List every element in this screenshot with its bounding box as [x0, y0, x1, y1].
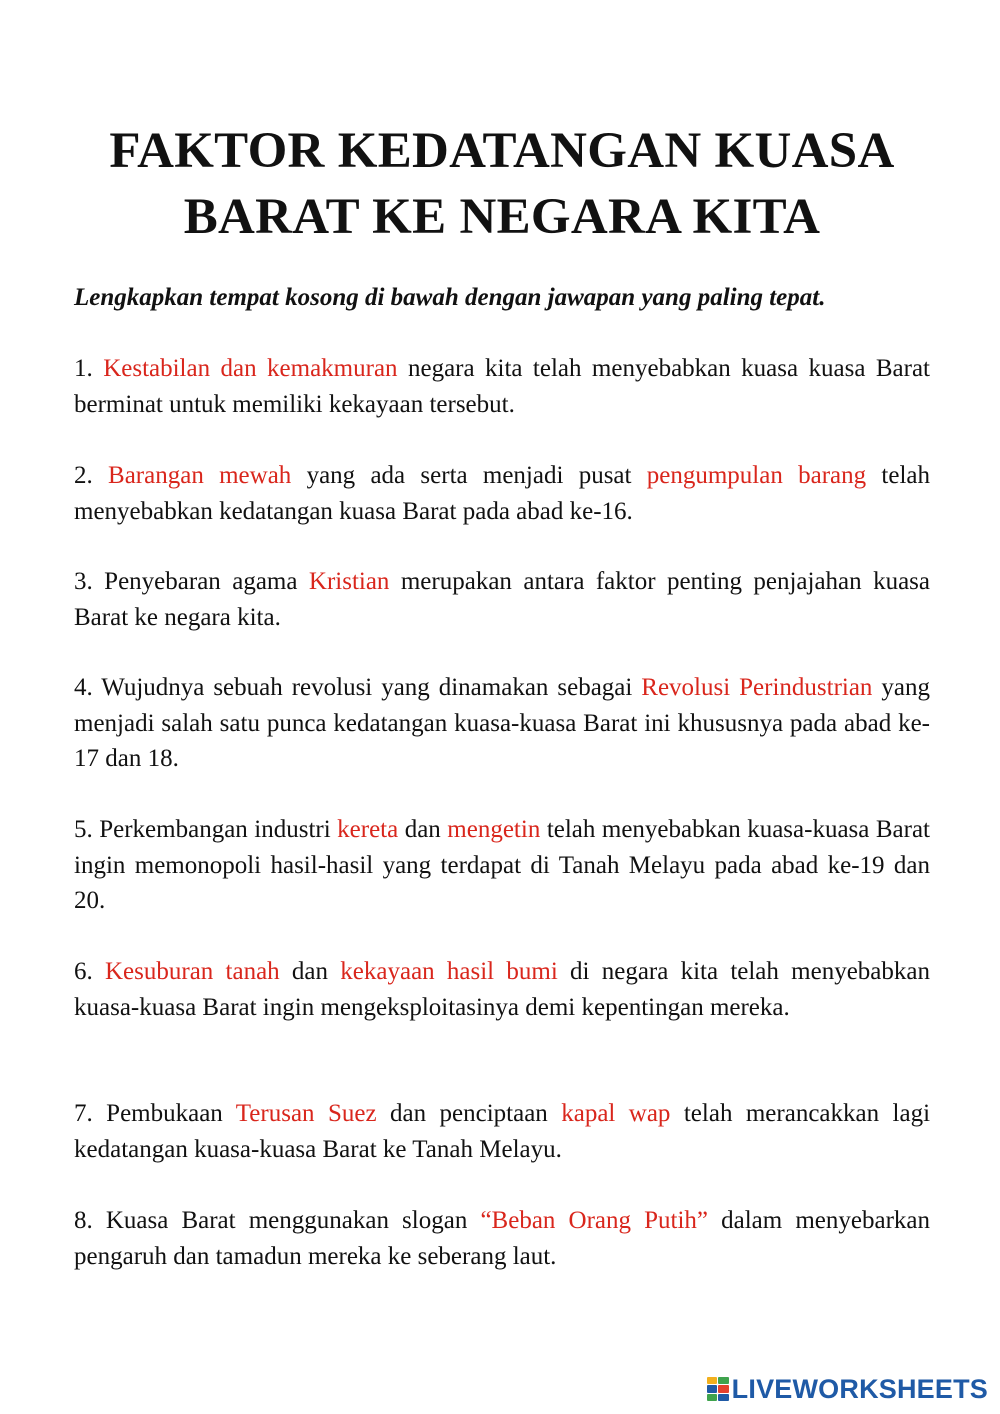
- question-text: 1.: [74, 355, 104, 382]
- question-text: dan penciptaan: [376, 1100, 562, 1127]
- question-text: 5. Perkembangan industri: [74, 816, 338, 843]
- question-text: yang ada serta menjadi pusat: [291, 462, 647, 489]
- question-8: [74, 1203, 930, 1274]
- answer-blank[interactable]: Terusan Suez: [235, 1100, 377, 1127]
- question-2: [74, 458, 930, 529]
- answer-blank[interactable]: kekayaan hasil bumi: [340, 958, 558, 985]
- answer-blank[interactable]: kereta: [337, 816, 399, 843]
- question-text: negara kita telah menyebabkan kuasa kuasa Barat berminat untuk memiliki kekayaan tersebut.: [74, 355, 931, 418]
- question-text: 4. Wujudnya sebuah revolusi yang dinamakan sebagai: [74, 674, 642, 701]
- liveworksheets-logo-icon: [707, 1377, 729, 1401]
- liveworksheets-logo: [707, 1374, 988, 1404]
- instruction-text: Lengkapkan tempat kosong di bawah dengan jawapan yang paling tepat.: [74, 284, 826, 311]
- question-3: [74, 564, 930, 635]
- title-line-1: FAKTOR KEDATANGAN KUASA: [109, 123, 895, 179]
- question-text: telah menyebabkan kuasa-kuasa Barat ingin memonopoli hasil-hasil yang terdapat di Tanah Melayu pada abad ke-19 dan 20.: [74, 816, 930, 914]
- liveworksheets-logo-text: LIVEWORKSHEETS: [731, 1373, 988, 1404]
- question-text: telah menyebabkan kedatangan kuasa Barat pada abad ke-16.: [74, 462, 931, 525]
- question-text: 6.: [74, 958, 105, 985]
- question-text: 8. Kuasa Barat menggunakan slogan: [74, 1207, 481, 1234]
- question-text: di negara kita telah menyebabkan kuasa-kuasa Barat ingin mengeksploitasinya demi kepentingan mereka.: [74, 958, 930, 1021]
- question-text: merupakan antara faktor penting penjajahan kuasa Barat ke negara kita.: [74, 568, 930, 631]
- answer-blank[interactable]: Revolusi Perindustrian: [641, 674, 873, 701]
- answer-blank[interactable]: “Beban Orang Putih”: [480, 1207, 709, 1234]
- answer-blank[interactable]: mengetin: [447, 816, 541, 843]
- question-4: [74, 670, 930, 777]
- question-text: 3. Penyebaran agama: [74, 568, 309, 595]
- question-text: dan: [398, 816, 448, 843]
- answer-blank[interactable]: Kristian: [308, 568, 390, 595]
- answer-blank[interactable]: Kestabilan dan kemakmuran: [103, 355, 398, 382]
- question-text: 7. Pembukaan: [74, 1100, 236, 1127]
- question-7: [74, 1096, 930, 1167]
- question-text: dan: [279, 958, 341, 985]
- question-text: dalam menyebarkan pengaruh dan tamadun mereka ke seberang laut.: [74, 1207, 930, 1270]
- answer-blank[interactable]: kapal wap: [561, 1100, 671, 1127]
- question-5: [74, 812, 930, 919]
- question-6: [74, 954, 930, 1025]
- question-1: [74, 351, 930, 422]
- page-title: [74, 118, 930, 250]
- answer-blank[interactable]: Kesuburan tanah: [105, 958, 280, 985]
- question-text: yang menjadi salah satu punca kedatangan kuasa-kuasa Barat ini khususnya pada abad ke-17 dan 18.: [74, 674, 930, 772]
- answer-blank[interactable]: Barangan mewah: [108, 462, 292, 489]
- title-line-2: BARAT KE NEGARA KITA: [183, 189, 821, 245]
- question-text: 2.: [74, 462, 109, 489]
- answer-blank[interactable]: pengumpulan barang: [646, 462, 867, 489]
- question-text: telah merancakkan lagi kedatangan kuasa-kuasa Barat ke Tanah Melayu.: [74, 1100, 931, 1163]
